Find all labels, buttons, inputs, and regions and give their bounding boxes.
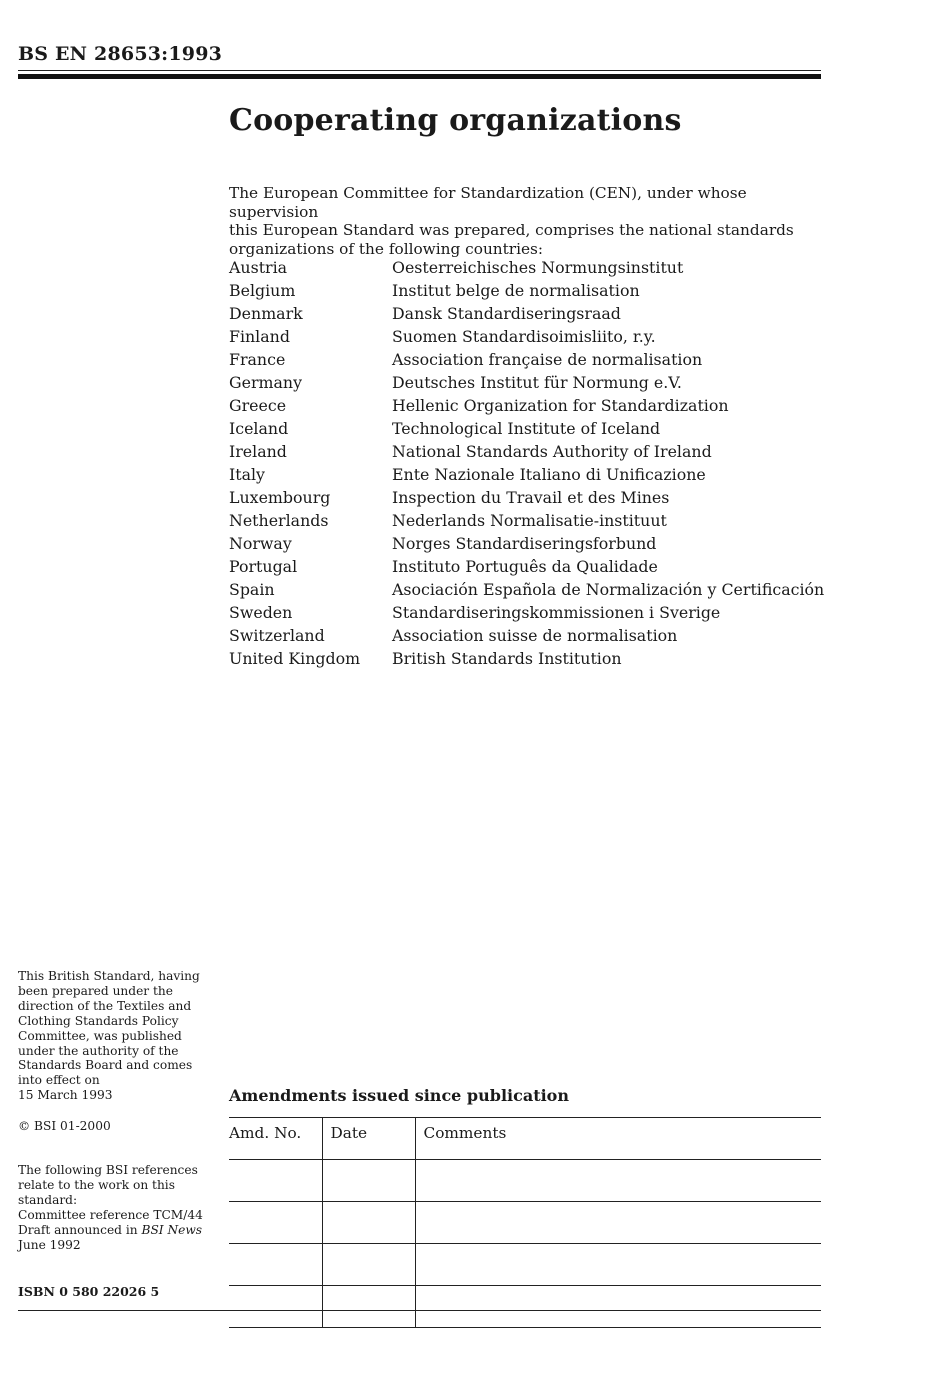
- member-organization: National Standards Authority of Ireland: [392, 442, 712, 461]
- draft-source: BSI News: [141, 1222, 203, 1237]
- member-row: [229, 532, 829, 555]
- publication-line: Clothing Standards Policy: [18, 1013, 179, 1028]
- member-row: [229, 348, 829, 371]
- member-row: [229, 578, 829, 601]
- reference-line: The following BSI references: [18, 1163, 198, 1177]
- publication-note: [18, 969, 213, 1103]
- amendment-row: [229, 1160, 821, 1202]
- member-organization: Inspection du Travail et des Mines: [392, 488, 670, 507]
- amendment-cell-date: [322, 1244, 415, 1286]
- header-rule-thin: [18, 70, 821, 71]
- member-row: [229, 601, 829, 624]
- member-organization: Institut belge de normalisation: [392, 281, 640, 300]
- member-country: Spain: [229, 580, 275, 599]
- column-header-comments: Comments: [415, 1118, 821, 1160]
- draft-date: June 1992: [18, 1237, 81, 1252]
- member-country: Finland: [229, 327, 290, 346]
- reference-line: standard:: [18, 1192, 78, 1207]
- member-country: United Kingdom: [229, 649, 361, 668]
- member-country: Ireland: [229, 442, 287, 461]
- publication-line: under the authority of the: [18, 1043, 179, 1058]
- member-row: [229, 302, 829, 325]
- member-organization: Nederlands Normalisatie-instituut: [392, 511, 667, 530]
- amendment-cell-comments: [415, 1286, 821, 1328]
- member-organization: Standardiseringskommissionen i Sverige: [392, 603, 721, 622]
- member-organization: Association suisse de normalisation: [392, 626, 678, 645]
- member-row: [229, 647, 829, 670]
- member-row: [229, 463, 829, 486]
- member-row: [229, 371, 829, 394]
- member-organization: Instituto Português da Qualidade: [392, 557, 658, 576]
- committee-reference: Committee reference TCM/44: [18, 1207, 203, 1222]
- member-row: [229, 486, 829, 509]
- amendment-cell-amd-no: [229, 1160, 322, 1202]
- member-organization: Hellenic Organization for Standardization: [392, 396, 729, 415]
- intro-line: this European Standard was prepared, comprises the national standards: [229, 221, 794, 239]
- member-organization: Norges Standardiseringsforbund: [392, 534, 657, 553]
- member-country: France: [229, 350, 286, 369]
- copyright-notice: © BSI 01-2000: [18, 1119, 111, 1133]
- draft-announcement: [18, 1223, 202, 1237]
- amendment-row: [229, 1286, 821, 1328]
- member-country: Luxembourg: [229, 488, 331, 507]
- member-country: Italy: [229, 465, 265, 484]
- member-organization: Dansk Standardiseringsraad: [392, 304, 621, 323]
- amendment-row: [229, 1244, 821, 1286]
- amendment-cell-comments: [415, 1160, 821, 1202]
- header-rule-thick: [18, 74, 821, 79]
- member-country: Belgium: [229, 281, 296, 300]
- member-row: [229, 509, 829, 532]
- member-country: Iceland: [229, 419, 289, 438]
- column-header-date: Date: [322, 1118, 415, 1160]
- amendments-body: [229, 1160, 821, 1328]
- isbn: ISBN 0 580 22026 5: [18, 1284, 160, 1299]
- member-country: Switzerland: [229, 626, 325, 645]
- amendment-row: [229, 1202, 821, 1244]
- amendment-cell-date: [322, 1202, 415, 1244]
- publication-line: direction of the Textiles and: [18, 998, 192, 1013]
- member-organization: Association française de normalisation: [392, 350, 703, 369]
- member-row: [229, 325, 829, 348]
- reference-line: relate to the work on this: [18, 1177, 175, 1192]
- publication-line: into effect on: [18, 1073, 100, 1088]
- member-organization: Deutsches Institut für Normung e.V.: [392, 373, 682, 392]
- member-country: Netherlands: [229, 511, 329, 530]
- publication-line: Standards Board and comes: [18, 1058, 193, 1073]
- publication-line: been prepared under the: [18, 983, 173, 998]
- amendments-title: Amendments issued since publication: [229, 1086, 569, 1105]
- amendment-cell-date: [322, 1286, 415, 1328]
- publication-date: 15 March 1993: [18, 1088, 113, 1103]
- member-row: [229, 624, 829, 647]
- member-organizations-list: [229, 256, 829, 670]
- member-row: [229, 279, 829, 302]
- member-country: Germany: [229, 373, 303, 392]
- intro-paragraph: [229, 184, 829, 258]
- amendments-table: [229, 1117, 821, 1328]
- member-country: Sweden: [229, 603, 293, 622]
- intro-line: The European Committee for Standardization (CEN), under whose supervision: [229, 184, 747, 221]
- member-row: [229, 417, 829, 440]
- member-country: Portugal: [229, 557, 298, 576]
- amendment-cell-amd-no: [229, 1244, 322, 1286]
- member-organization: Asociación Española de Normalización y Certificación: [392, 580, 825, 599]
- amendment-cell-date: [322, 1160, 415, 1202]
- member-country: Austria: [229, 258, 288, 277]
- amendment-cell-comments: [415, 1244, 821, 1286]
- publication-line: Committee, was published: [18, 1028, 182, 1043]
- amendments-header-row: [229, 1118, 821, 1160]
- publication-line: This British Standard, having: [18, 969, 200, 983]
- member-organization: British Standards Institution: [392, 649, 622, 668]
- amendment-cell-amd-no: [229, 1202, 322, 1244]
- bsi-references-note: [18, 1163, 213, 1252]
- member-country: Denmark: [229, 304, 303, 323]
- footer-rule: [18, 1310, 821, 1311]
- member-country: Greece: [229, 396, 287, 415]
- draft-prefix: Draft announced in: [18, 1222, 142, 1237]
- page-title: Cooperating organizations: [229, 103, 682, 138]
- member-row: [229, 394, 829, 417]
- member-organization: Oesterreichisches Normungsinstitut: [392, 258, 684, 277]
- member-organization: Suomen Standardisoimisliito, r.y.: [392, 327, 656, 346]
- member-organization: Ente Nazionale Italiano di Unificazione: [392, 465, 706, 484]
- amendment-cell-comments: [415, 1202, 821, 1244]
- member-country: Norway: [229, 534, 292, 553]
- member-row: [229, 440, 829, 463]
- intro-line: organizations of the following countries:: [229, 239, 544, 258]
- member-row: [229, 555, 829, 578]
- amendment-cell-amd-no: [229, 1286, 322, 1328]
- member-organization: Technological Institute of Iceland: [392, 419, 661, 438]
- column-header-amd-no: Amd. No.: [229, 1118, 322, 1160]
- document-header-id: BS EN 28653:1993: [18, 43, 223, 65]
- member-row: [229, 256, 829, 279]
